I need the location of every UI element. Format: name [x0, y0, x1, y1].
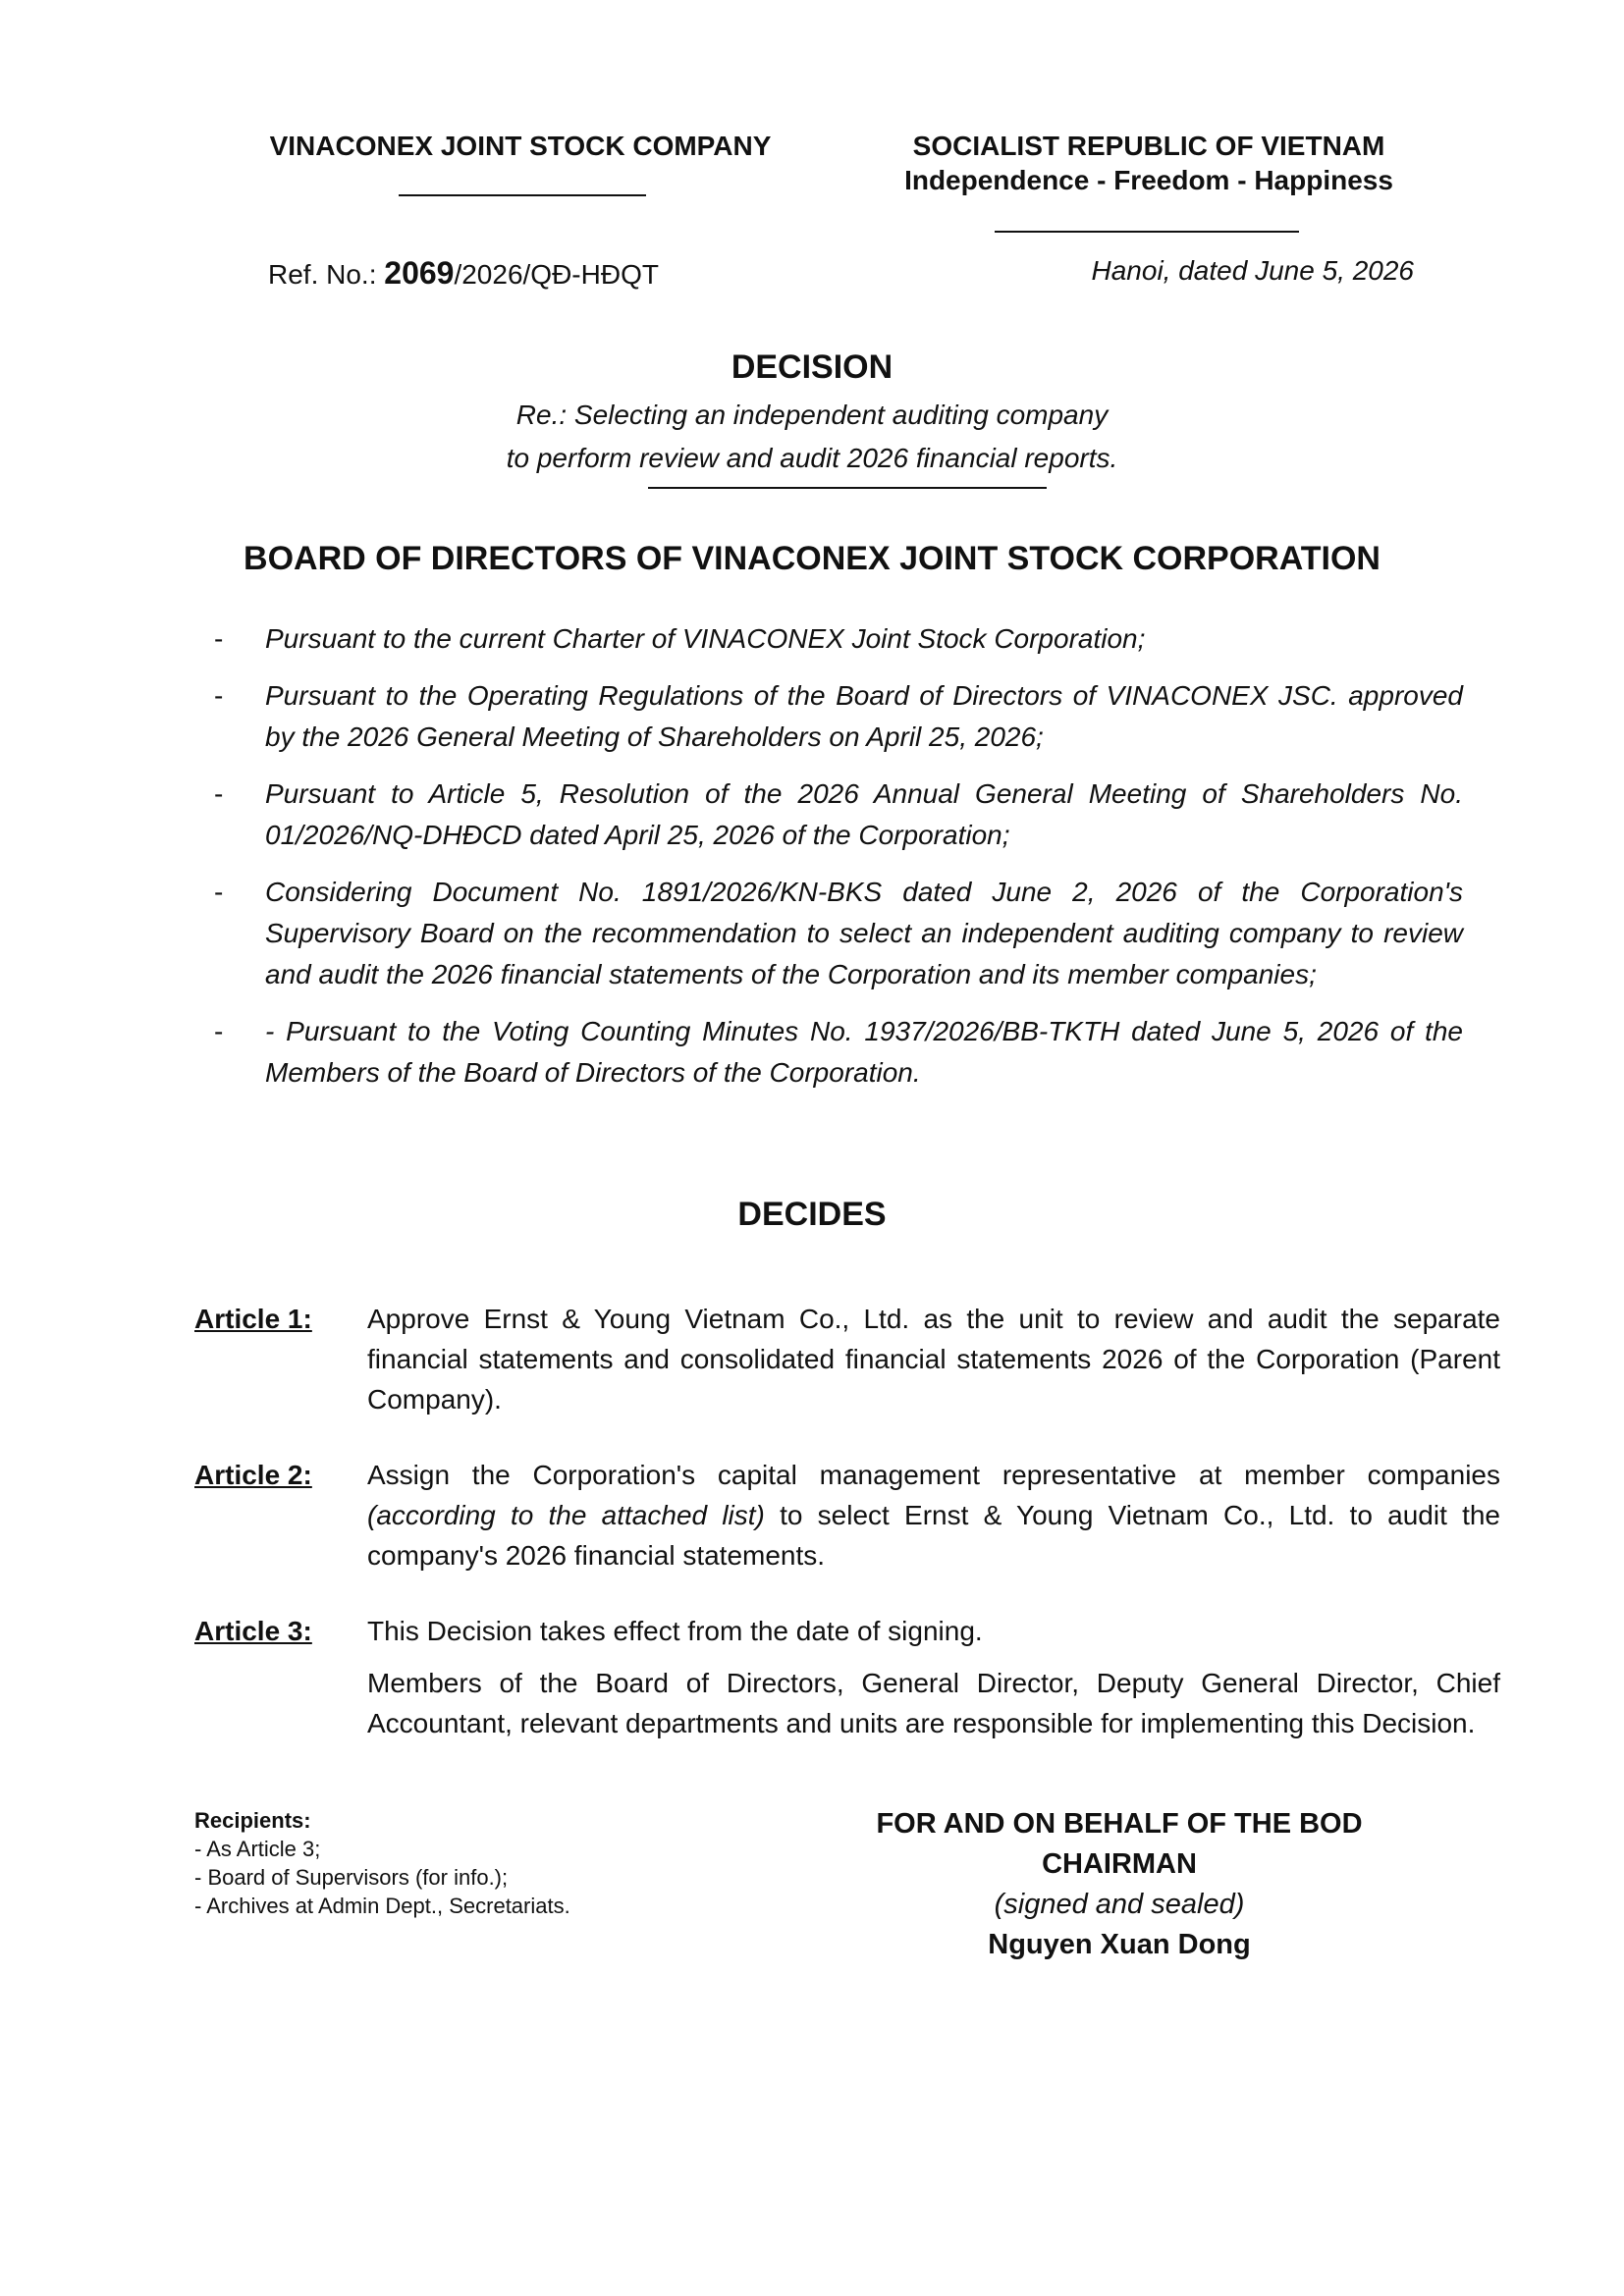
- ref-number: 2069: [384, 255, 455, 291]
- signature-block: [825, 1804, 1414, 1965]
- signature-note: (signed and sealed): [994, 1889, 1245, 1920]
- recipient-item: - Board of Supervisors (for info.);: [194, 1865, 509, 1890]
- decides-heading: DECIDES: [737, 1196, 887, 1233]
- article-3: [194, 1611, 1500, 1755]
- list-item-text: - Pursuant to the Voting Counting Minutes No. 1937/2026/BB-TKTH dated June 5, 2026 of the Members of the Board of Directors of the Corporation.: [265, 1016, 1463, 1088]
- decision-subject-line2: to perform review and audit 2026 financial reports.: [506, 443, 1118, 473]
- ref-suffix: /2026/QĐ-HĐQT: [454, 259, 659, 290]
- list-item: - Pursuant to Article 5, Resolution of the 2026 Annual General Meeting of Shareholders No. 01/2026/NQ-DHĐCD dated April 25, 2026 of the Corporation;: [214, 778, 1463, 850]
- article-text: Approve Ernst & Young Vietnam Co., Ltd. as the unit to review and audit the separate financial statements and consolidated financial statements 2026 of the Corporation (Parent Company).: [367, 1304, 1500, 1415]
- recipient-item: - Archives at Admin Dept., Secretariats.: [194, 1894, 570, 1918]
- article-2: [194, 1455, 1500, 1575]
- country-name: SOCIALIST REPUBLIC OF VIETNAM: [912, 131, 1385, 161]
- article-paragraph: This Decision takes effect from the date of signing.: [367, 1616, 983, 1646]
- company-underline: [399, 194, 646, 196]
- signatory-name: Nguyen Xuan Dong: [988, 1929, 1251, 1960]
- signature-behalf: FOR AND ON BEHALF OF THE BOD: [876, 1808, 1363, 1840]
- list-item-text: Pursuant to the Operating Regulations of the Board of Directors of VINACONEX JSC. approved by the 2026 General Meeting of Shareholders on April 25, 2026;: [265, 680, 1463, 752]
- list-item: - Pursuant to the current Charter of VINACONEX Joint Stock Corporation;: [214, 623, 1146, 654]
- list-item: - Pursuant to the Operating Regulations of the Board of Directors of VINACONEX JSC. approved by the 2026 General Meeting of Shareholders on April 25, 2026;: [214, 680, 1463, 752]
- list-item: - - Pursuant to the Voting Counting Minutes No. 1937/2026/BB-TKTH dated June 5, 2026 of the Members of the Board of Directors of the Corporation.: [214, 1016, 1463, 1088]
- ref-prefix: Ref. No.:: [268, 259, 377, 290]
- article-label: Article 1:: [194, 1304, 312, 1334]
- motto-underline: [995, 231, 1299, 233]
- article-text-part: Assign the Corporation's capital management representative at member companies: [367, 1460, 1500, 1490]
- article-text: [367, 1455, 1500, 1575]
- decision-title: DECISION: [731, 348, 893, 386]
- list-item-text: Pursuant to Article 5, Resolution of the 2026 Annual General Meeting of Shareholders No. 01/2026/NQ-DHĐCD dated April 25, 2026 of the Corporation;: [265, 778, 1463, 850]
- article-text-italic: (according to the attached list): [367, 1500, 765, 1530]
- recipients-block: [194, 1806, 744, 1920]
- recipients-heading: Recipients:: [194, 1808, 311, 1833]
- article-label: Article 2:: [194, 1460, 312, 1490]
- reference-number: [268, 255, 857, 292]
- article-paragraph: Members of the Board of Directors, General Director, Deputy General Director, Chief Accountant, relevant departments and units are responsible for implementing this Decision.: [367, 1668, 1500, 1738]
- article-1: [194, 1299, 1500, 1419]
- subject-underline: [648, 487, 1047, 489]
- place-date: Hanoi, dated June 5, 2026: [1091, 255, 1414, 286]
- list-item: - Considering Document No. 1891/2026/KN-BKS dated June 2, 2026 of the Corporation's Supervisory Board on the recommendation to select an independent auditing company to review and audit the 2026 financial statements of the Corporation and its member companies;: [214, 877, 1463, 989]
- decision-subject-line1: Re.: Selecting an independent auditing company: [515, 400, 1109, 430]
- list-item-text: Considering Document No. 1891/2026/KN-BKS dated June 2, 2026 of the Corporation's Supervisory Board on the recommendation to select an independent auditing company to review and audit the 2026 financial statements of the Corporation and its member companies;: [265, 877, 1463, 989]
- article-text-part: to select Ernst & Young Vietnam Co., Ltd. to audit the company's 2026 financial statements.: [367, 1500, 1500, 1571]
- article-text: [367, 1611, 1500, 1743]
- list-item-text: Pursuant to the current Charter of VINACONEX Joint Stock Corporation;: [265, 623, 1146, 654]
- article-label: Article 3:: [194, 1616, 312, 1646]
- legal-basis-list: [214, 618, 1463, 1109]
- recipient-item: - As Article 3;: [194, 1837, 321, 1861]
- national-motto: Independence - Freedom - Happiness: [904, 165, 1393, 195]
- board-heading: BOARD OF DIRECTORS OF VINACONEX JOINT STOCK CORPORATION: [244, 540, 1380, 577]
- company-name: VINACONEX JOINT STOCK COMPANY: [269, 131, 772, 161]
- signature-title: CHAIRMAN: [1042, 1848, 1197, 1880]
